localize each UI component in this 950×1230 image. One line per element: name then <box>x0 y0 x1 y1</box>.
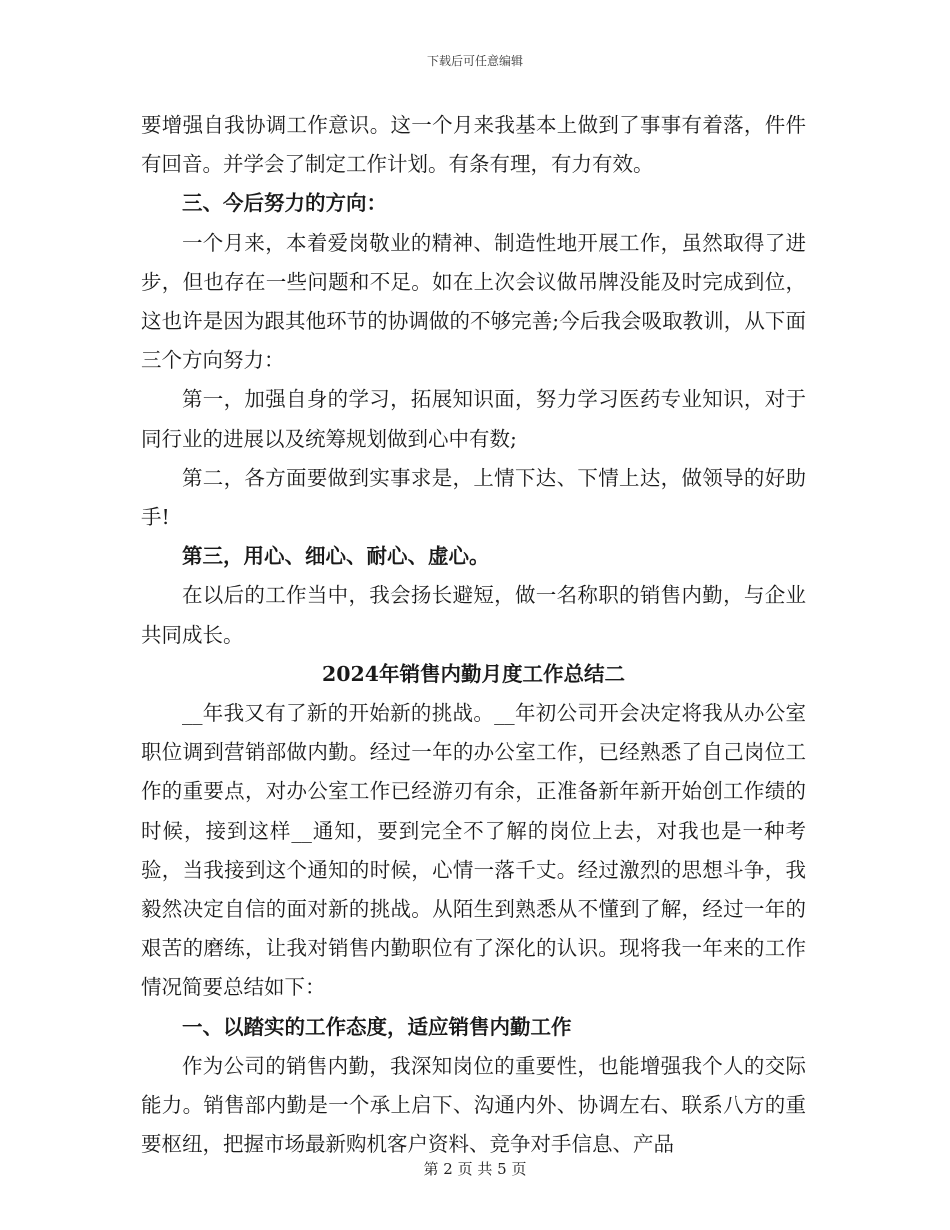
paragraph-continuation: 要增强自我协调工作意识。这一个月来我基本上做到了事事有着落，件件有回音。并学会了制定工作计划。有条有理，有力有效。 <box>141 113 806 177</box>
section-heading-future-direction: 三、今后努力的方向： <box>182 191 387 216</box>
section-title-summary-two: 2024年销售内勤月度工作总结二 <box>321 661 626 686</box>
paragraph-one-month-review: 一个月来，本着爱岗敬业的精神、制造性地开展工作，虽然取得了进步，但也存在一些问题和不足。如在上次会议做吊牌没能及时完成到位，这也许是因为跟其他环节的协调做的不够完善;今后我会吸取教训，从下面三个方向努力： <box>141 230 806 373</box>
paragraph-point-three: 第三，用心、细心、耐心、虚心。 <box>182 544 490 569</box>
paragraph-closing: 在以后的工作当中，我会扬长避短，做一名称职的销售内勤，与企业共同成长。 <box>141 583 806 647</box>
page-header: 下载后可任意编辑 <box>426 54 523 68</box>
document-body <box>141 106 806 1164</box>
paragraph-point-two: 第二，各方面要做到实事求是，上情下达、下情上达，做领导的好助手! <box>141 465 806 530</box>
page-footer: 第 2 页 共 5 页 <box>423 1160 527 1178</box>
section-heading-work-attitude: 一、以踏实的工作态度，适应销售内勤工作 <box>182 1014 572 1039</box>
paragraph-point-one: 第一，加强自身的学习，拓展知识面，努力学习医药专业知识，对于同行业的进展以及统筹规划做到心中有数; <box>141 387 806 451</box>
paragraph-role-importance: 作为公司的销售内勤，我深知岗位的重要性，也能增强我个人的交际能力。销售部内勤是一个承上启下、沟通内外、协调左右、联系八方的重要枢纽，把握市场最新购机客户资料、竞争对手信息、产品 <box>141 1053 806 1157</box>
paragraph-new-challenge: __年我又有了新的开始新的挑战。__年初公司开会决定将我从办公室职位调到营销部做内勤。经过一年的办公室工作，已经熟悉了自己岗位工作的重要点，对办公室工作已经游刃有余，正准备新年新开始创工作绩的时候，接到这样__通知，要到完全不了解的岗位上去，对我也是一种考验，当我接到这个通知的时候，心情一落千丈。经过激烈的思想斗争，我毅然决定自信的面对新的挑战。从陌生到熟悉从不懂到了解，经过一年的艰苦的磨练，让我对销售内勤职位有了深化的认识。现将我一年来的工作情况简要总结如下： <box>141 701 806 1000</box>
